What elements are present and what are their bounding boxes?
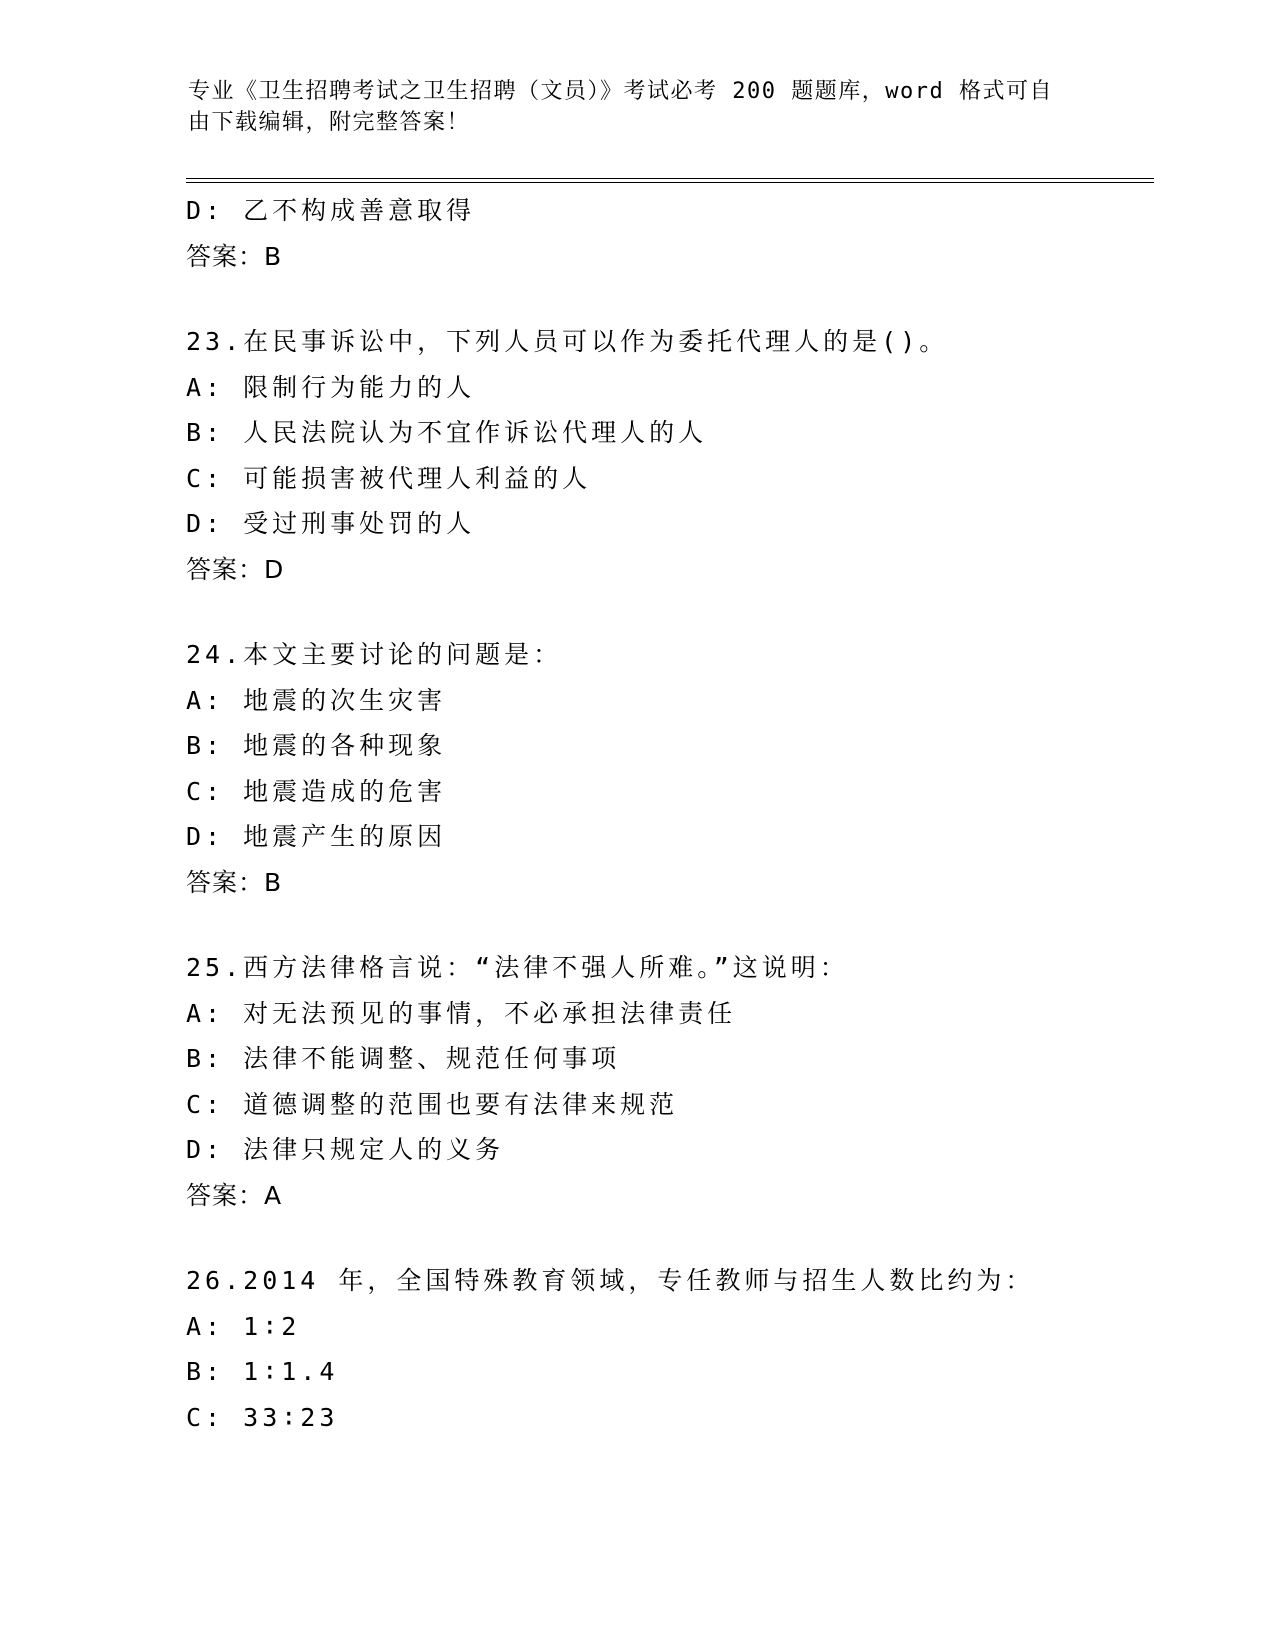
option-c: C: 33∶23 <box>186 1402 339 1432</box>
option-d: D: 地震产生的原因 <box>186 822 447 851</box>
option-c: C: 道德调整的范围也要有法律来规范 <box>186 1089 679 1119</box>
answer-line: 答案：B <box>186 241 283 271</box>
option-a: A: 限制行为能力的人 <box>186 372 476 402</box>
option-a: A: 对无法预见的事情，不必承担法律责任 <box>186 998 737 1028</box>
option-a: A: 1∶2 <box>186 1311 301 1341</box>
question-26 <box>186 1258 1154 1440</box>
document-header <box>188 76 1068 138</box>
question-23 <box>186 319 1154 592</box>
option-c: C: 可能损害被代理人利益的人 <box>186 463 592 493</box>
spacer <box>186 592 1154 632</box>
question-25 <box>186 945 1154 1218</box>
header-rule-top <box>186 178 1154 179</box>
option-b: B: 地震的各种现象 <box>186 731 447 760</box>
question-body <box>186 188 1154 1440</box>
answer-line: 答案：A <box>186 1180 283 1210</box>
header-line-2: 由下载编辑，附完整答案！ <box>188 110 471 135</box>
option-d: D: 法律只规定人的义务 <box>186 1135 505 1164</box>
option-d: D: 受过刑事处罚的人 <box>186 509 476 538</box>
question-stem: 23.在民事诉讼中，下列人员可以作为委托代理人的是()。 <box>186 327 949 356</box>
question-stem: 24.本文主要讨论的问题是： <box>186 640 563 669</box>
option-b: B: 人民法院认为不宜作诉讼代理人的人 <box>186 418 708 447</box>
spacer <box>186 905 1154 945</box>
option-b: B: 1∶1.4 <box>186 1357 339 1386</box>
answer-line: 答案：D <box>186 554 285 584</box>
question-24 <box>186 632 1154 905</box>
answer-line: 答案：B <box>186 867 283 897</box>
spacer <box>186 279 1154 319</box>
header-rule-bottom <box>186 182 1154 183</box>
option-d: D: 乙不构成善意取得 <box>186 196 476 225</box>
spacer <box>186 1218 1154 1258</box>
option-b: B: 法律不能调整、规范任何事项 <box>186 1044 621 1073</box>
option-a: A: 地震的次生灾害 <box>186 685 447 715</box>
question-stem: 26.2014 年，全国特殊教育领域，专任教师与招生人数比约为： <box>186 1266 1035 1295</box>
option-c: C: 地震造成的危害 <box>186 776 447 806</box>
header-line-1: 专业《卫生招聘考试之卫生招聘（文员）》考试必考 200 题题库，word 格式可自 <box>188 79 1053 104</box>
question-stem: 25.西方法律格言说：“法律不强人所难。”这说明： <box>186 953 849 982</box>
